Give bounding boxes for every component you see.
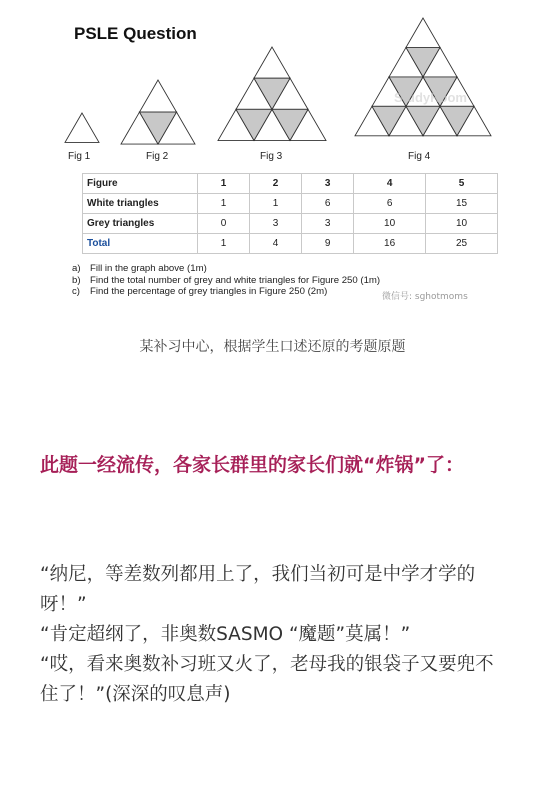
table-cell: 3 (302, 214, 354, 234)
question-item (72, 286, 380, 298)
figure-title: PSLE Question (74, 24, 197, 43)
question-text: Find the percentage of grey triangles in Figure 250 (2m) (90, 286, 328, 297)
table-cell: 1 (198, 234, 250, 254)
fig1-label: Fig 1 (68, 151, 91, 162)
white-triangle (254, 47, 290, 78)
question-item (72, 275, 380, 287)
question-letter: c) (72, 286, 80, 297)
table-cell: 6 (354, 194, 426, 214)
fig3-triangles (218, 47, 326, 141)
fig1-triangles (65, 113, 99, 142)
quote-paragraph: “哎，看来奥数补习班又火了，老母我的银袋子又要兜不住了！”(深深的叹息声) (40, 654, 494, 705)
table-cell: 4 (250, 234, 302, 254)
white-triangle (406, 18, 440, 47)
question-list (72, 263, 380, 298)
table-cell: 1 (198, 194, 250, 214)
table-cell: 3 (250, 214, 302, 234)
image-caption: 某补习中心，根据学生口述还原的考题原题 (139, 339, 406, 355)
white-triangle (140, 80, 177, 112)
table-row-label: White triangles (83, 194, 198, 214)
table-header-cell: 5 (426, 174, 498, 194)
fig4-triangles (355, 18, 491, 136)
table-cell: 1 (250, 194, 302, 214)
table-header-cell: 1 (198, 174, 250, 194)
question-figure (60, 10, 500, 306)
question-text: Find the total number of grey and white triangles for Figure 250 (1m) (90, 274, 381, 286)
table-row-grey (83, 214, 498, 234)
triangle-count-table (82, 173, 498, 254)
table-cell: 0 (198, 214, 250, 234)
fig4-label: Fig 4 (408, 151, 431, 162)
table-row-label: Total (83, 234, 198, 254)
question-letter: b) (72, 274, 81, 286)
table-cell: 16 (354, 234, 426, 254)
question-item (72, 263, 380, 275)
parent-quotes (40, 560, 510, 710)
table-row-label: Grey triangles (83, 214, 198, 234)
table-header-cell: 4 (354, 174, 426, 194)
wechat-watermark: 微信号: sghotmoms (382, 292, 468, 302)
article-headline: 此题一经流传，各家长群里的家长们就“炸锅”了： (40, 454, 464, 476)
fig2-triangles (121, 80, 195, 144)
table-cell: 10 (426, 214, 498, 234)
quote-paragraph: “肯定超纲了，非奥数SASMO “魔题”莫属！” (40, 624, 411, 645)
table-row-white (83, 194, 498, 214)
table-cell: 10 (354, 214, 426, 234)
table-cell: 25 (426, 234, 498, 254)
table-cell: 9 (302, 234, 354, 254)
question-text: Fill in the graph above (1m) (90, 263, 207, 274)
table-header-cell: 3 (302, 174, 354, 194)
fig3-label: Fig 3 (260, 151, 283, 162)
table-row-total (83, 234, 498, 254)
table-cell: 6 (302, 194, 354, 214)
table-cell: 15 (426, 194, 498, 214)
quote-paragraph: “纳尼，等差数列都用上了，我们当初可是中学才学的呀！” (40, 564, 476, 615)
table-header-cell: Figure (83, 174, 198, 194)
white-triangle (65, 113, 99, 142)
table-header-cell: 2 (250, 174, 302, 194)
question-letter: a) (72, 263, 81, 274)
table-header-row (83, 174, 498, 194)
studyroom-watermark: StudyRoom (394, 90, 467, 105)
fig2-label: Fig 2 (146, 151, 169, 162)
